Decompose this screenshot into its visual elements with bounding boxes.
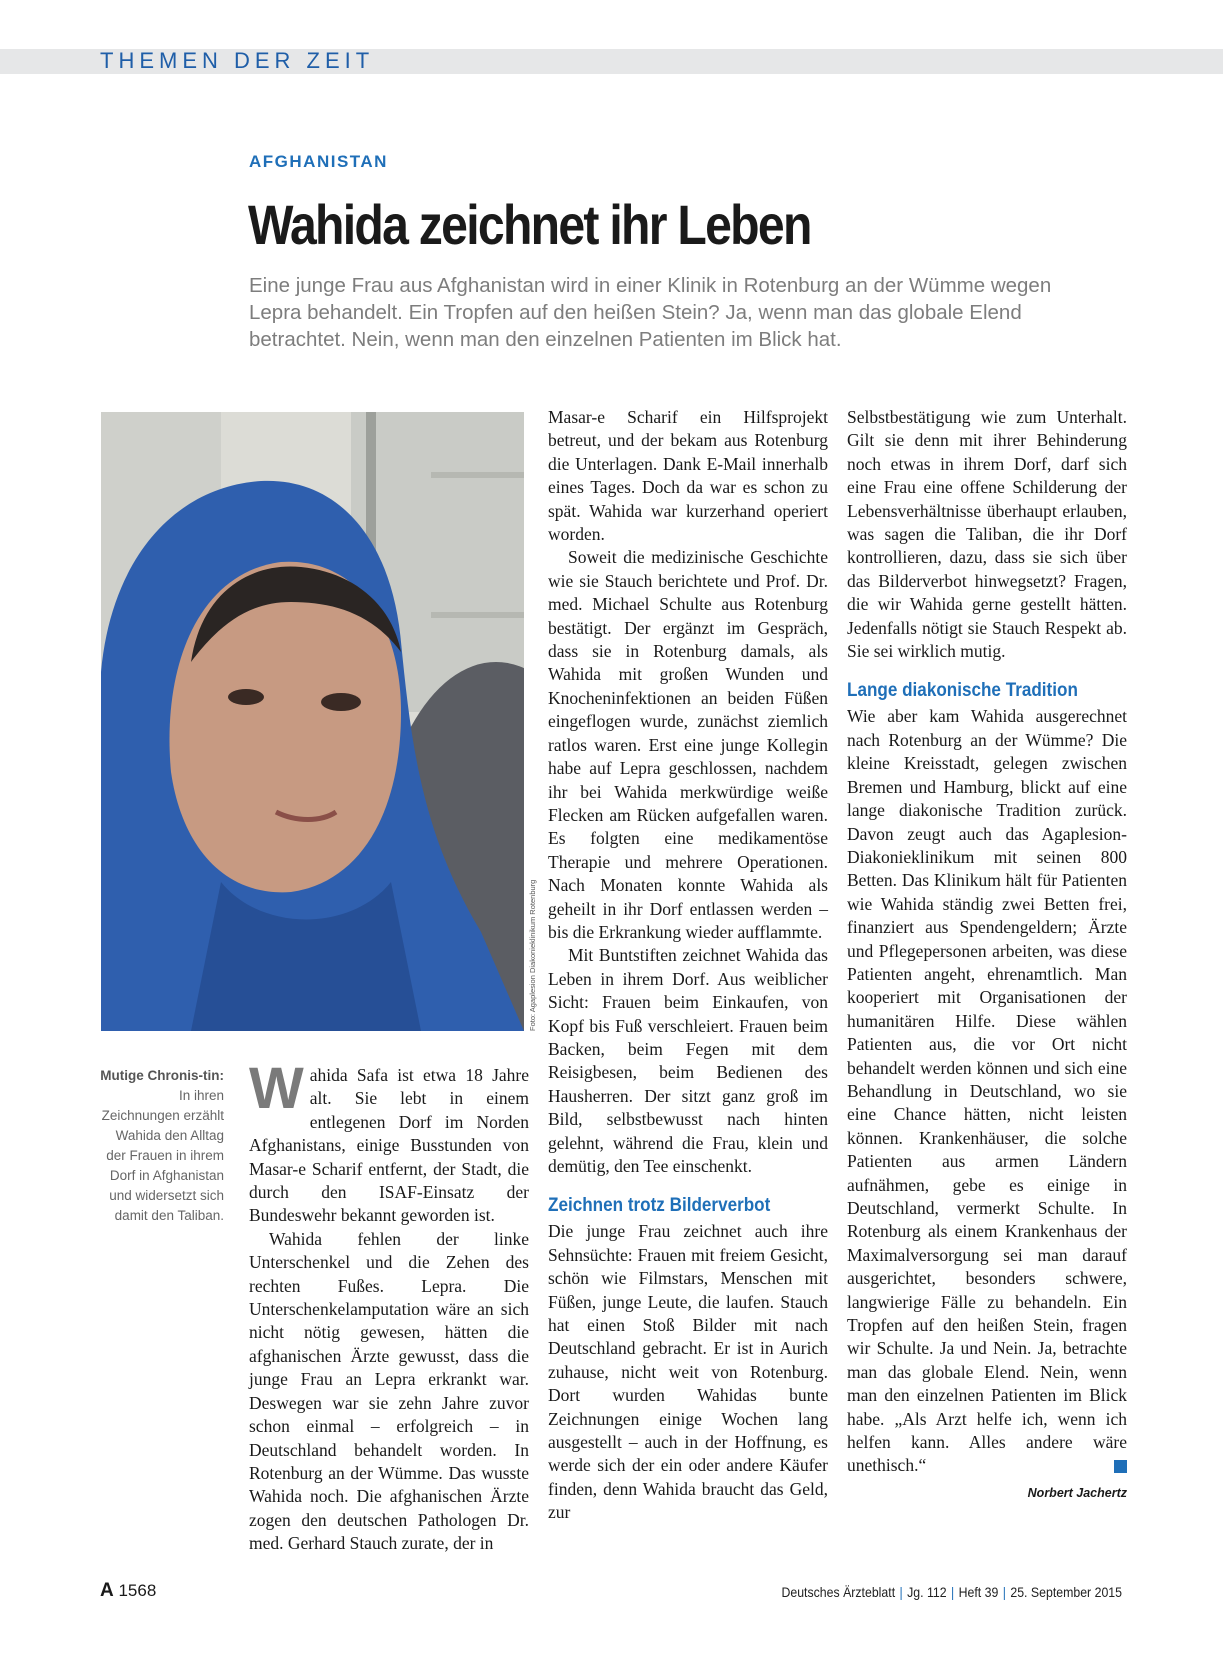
photo-caption [100,1066,224,1226]
journal-volume: Jg. 112 [907,1584,947,1600]
journal-issue: Heft 39 [958,1584,999,1600]
article-headline: Wahida zeichnet ihr Leben [248,193,811,256]
article-kicker: AFGHANISTAN [249,152,388,171]
journal-name: Deutsches Ärzteblatt [781,1584,896,1600]
paragraph: Wahida fehlen der linke Unterschenkel und die Zehen des rechten Fußes. Lepra. Die Unterschenkelamputation wäre an sich nicht nötig gewesen, hätten die afghanischen Ärzte gewusst, dass die junge Frau an Lepra erkrankt war. Deswegen war sie zehn Jahre zuvor schon einmal – erfolgreich – in Deutschland behandelt worden. In Rotenburg an der Wümme. Das wusste Wahida noch. Die afghanischen Ärzte zogen den deutschen Pathologen Dr. med. Gerhard Stauch zurate, der in [249,1228,529,1554]
article-column-3 [847,406,1127,1505]
end-mark-icon [1114,1460,1127,1473]
caption-title: Mutige Chronis-tin: [100,1068,224,1083]
drop-cap: W [249,1056,304,1121]
paragraph: Masar-e Scharif ein Hilfsprojekt betreut, und der bekam aus Rotenburg die Unterlagen. Dank E-Mail innerhalb eines Tages. Doch da war es schon zu spät. Wahida war kurzerhand operiert worden. [548,407,828,545]
paragraph: Mit Buntstiften zeichnet Wahida das Leben in ihrem Dorf. Aus weiblicher Sicht: Frauen beim Einkaufen, von Kopf bis Fuß verschleiert. Frauen beim Backen, beim Fegen mit dem Reisigbesen, beim Bedienen des Hausherren. Der sitzt ganz groß im Bild, selbstbewusst nach hinten gelehnt, während die Frau, klein und demütig, den Tee einschenkt. [548,945,828,1176]
paragraph: Die junge Frau zeichnet auch ihre Sehnsüchte: Frauen mit freiem Gesicht, schön wie Filmstars, Menschen mit Füßen, junge Leute, die laufen. Stauch hat einen Stoß Bilder mit nach Deutschland gebracht. Er ist in Aurich zuhause, nicht weit von Rotenburg. Dort wurden Wahidas bunte Zeichnungen einige Wochen lang ausgestellt – auch in der Hoffnung, es werde sich der ein oder andere Käufer finden, denn Wahida braucht das Geld, zur [548,1221,828,1523]
paragraph: Wahida Safa ist etwa 18 Jahre alt. Sie lebt in einem entlegenen Dorf im Norden Afghanistans, einige Busstunden von Masar-e Scharif entfernt, der Stadt, die durch den ISAF-Einsatz der Bundeswehr bekannt geworden ist. [249,1056,529,1226]
photo-credit: Foto: Agaplesion Diakonieklinikum Rotenburg [528,879,537,1031]
subheading: Zeichnen trotz Bilderverbot [548,1195,771,1217]
page-number [100,1580,156,1602]
subheading: Lange diakonische Tradition [847,680,1078,702]
article-lead: Eine junge Frau aus Afghanistan wird in einer Klinik in Rotenburg an der Wümme wegen Lepra behandelt. Ein Tropfen auf den heißen Stein? Ja, wenn man das globale Elend betrachtet. Nein, wenn man den einzelnen Patienten im Blick hat. [249,274,1052,351]
journal-date: 25. September 2015 [1010,1584,1122,1600]
paragraph: Selbstbestätigung wie zum Unterhalt. Gilt sie denn mit ihrer Behinderung noch etwas in ihrem Dorf, darf sich eine Frau eine offene Schilderung der Lebensverhältnisse überhaupt erlauben, was sagen die Taliban, die ihr Dorf kontrollieren, dazu, dass sie sich über das Bilderverbot hinwegsetzt? Fragen, die wir Wahida gerne gestellt hätten. Jedenfalls nötigt sie Stauch Respekt ab. Sie sei wirklich mutig. [847,407,1127,662]
article-column-1 [249,1056,529,1556]
article-author: Norbert Jachertz [1027,1485,1127,1500]
paragraph: Wie aber kam Wahida ausgerechnet nach Rotenburg an der Wümme? Die kleine Kreisstadt, gelegen zwischen Bremen und Hamburg, blickt auf eine lange diakonische Tradition zurück. Davon zeugt auch das Agaplesion-Diakonieklinikum mit seinen 800 Betten. Das Klinikum hält für Patienten wie Wahida ständig zwei Betten frei, finanziert aus Spendengeldern; Ärzte und Pflegepersonen arbeiten, was diese Patienten angeht, ehrenamtlich. Man kooperiert mit Organisationen der humanitären Hilfe. Diese wählen Patienten aus, die vor Ort nicht behandelt werden können und sich eine Behandlung in Deutschland, wo sie eine Chance hätten, nicht leisten können. Krankenhäuser, die solche Patienten aus armen Ländern aufnähmen, gebe es einige in Deutschland, vermerkt Schulte. In Rotenburg als einem Krankenhaus der Maximalversorgung sei man darauf ausgerichtet, besonders schwere, langwierige Fälle zu behandeln. Ein Tropfen auf den heißen Stein, fragen wir Schulte. Ja und Nein. Ja, betrachte man das globale Elend. Nein, wenn man den einzelnen Patienten im Blick habe. „Als Arzt helfe ich, wenn ich helfen kann. Alles andere wäre unethisch.“ [847,706,1127,1476]
caption-text: In ihren Zeichnungen erzählt Wahida den Alltag der Frauen in ihrem Dorf in Afghanistan und widersetzt sich damit den Taliban. [101,1088,224,1223]
article-column-2 [548,406,828,1525]
journal-footer: Deutsches Ärzteblatt | Jg. 112 | Heft 39 | 25. September 2015 [781,1584,1122,1600]
page-number-value: 1568 [118,1581,157,1600]
article-photo [101,412,524,1031]
page-prefix: A [100,1580,114,1601]
paragraph: Soweit die medizinische Geschichte wie sie Stauch berichtete und Prof. Dr. med. Michael Schulte aus Rotenburg bestätigt. Der ergänzt im Gespräch, dass sie in Rotenburg damals, als Wahida mit großen Wunden und Knocheninfektionen an beiden Füßen eingeflogen wurde, zunächst ziemlich ratlos waren. Erst eine junge Kollegin habe auf Lepra geschlossen, nachdem ihr bei Wahida merkwürdige weiße Flecken am Rücken aufgefallen waren. Es folgten eine medikamentöse Therapie und mehrere Operationen. Nach Monaten konnte Wahida als geheilt in ihr Dorf entlassen werden – bis die Erkrankung wieder aufflammte. [548,547,828,942]
section-title: THEMEN DER ZEIT [100,48,375,73]
